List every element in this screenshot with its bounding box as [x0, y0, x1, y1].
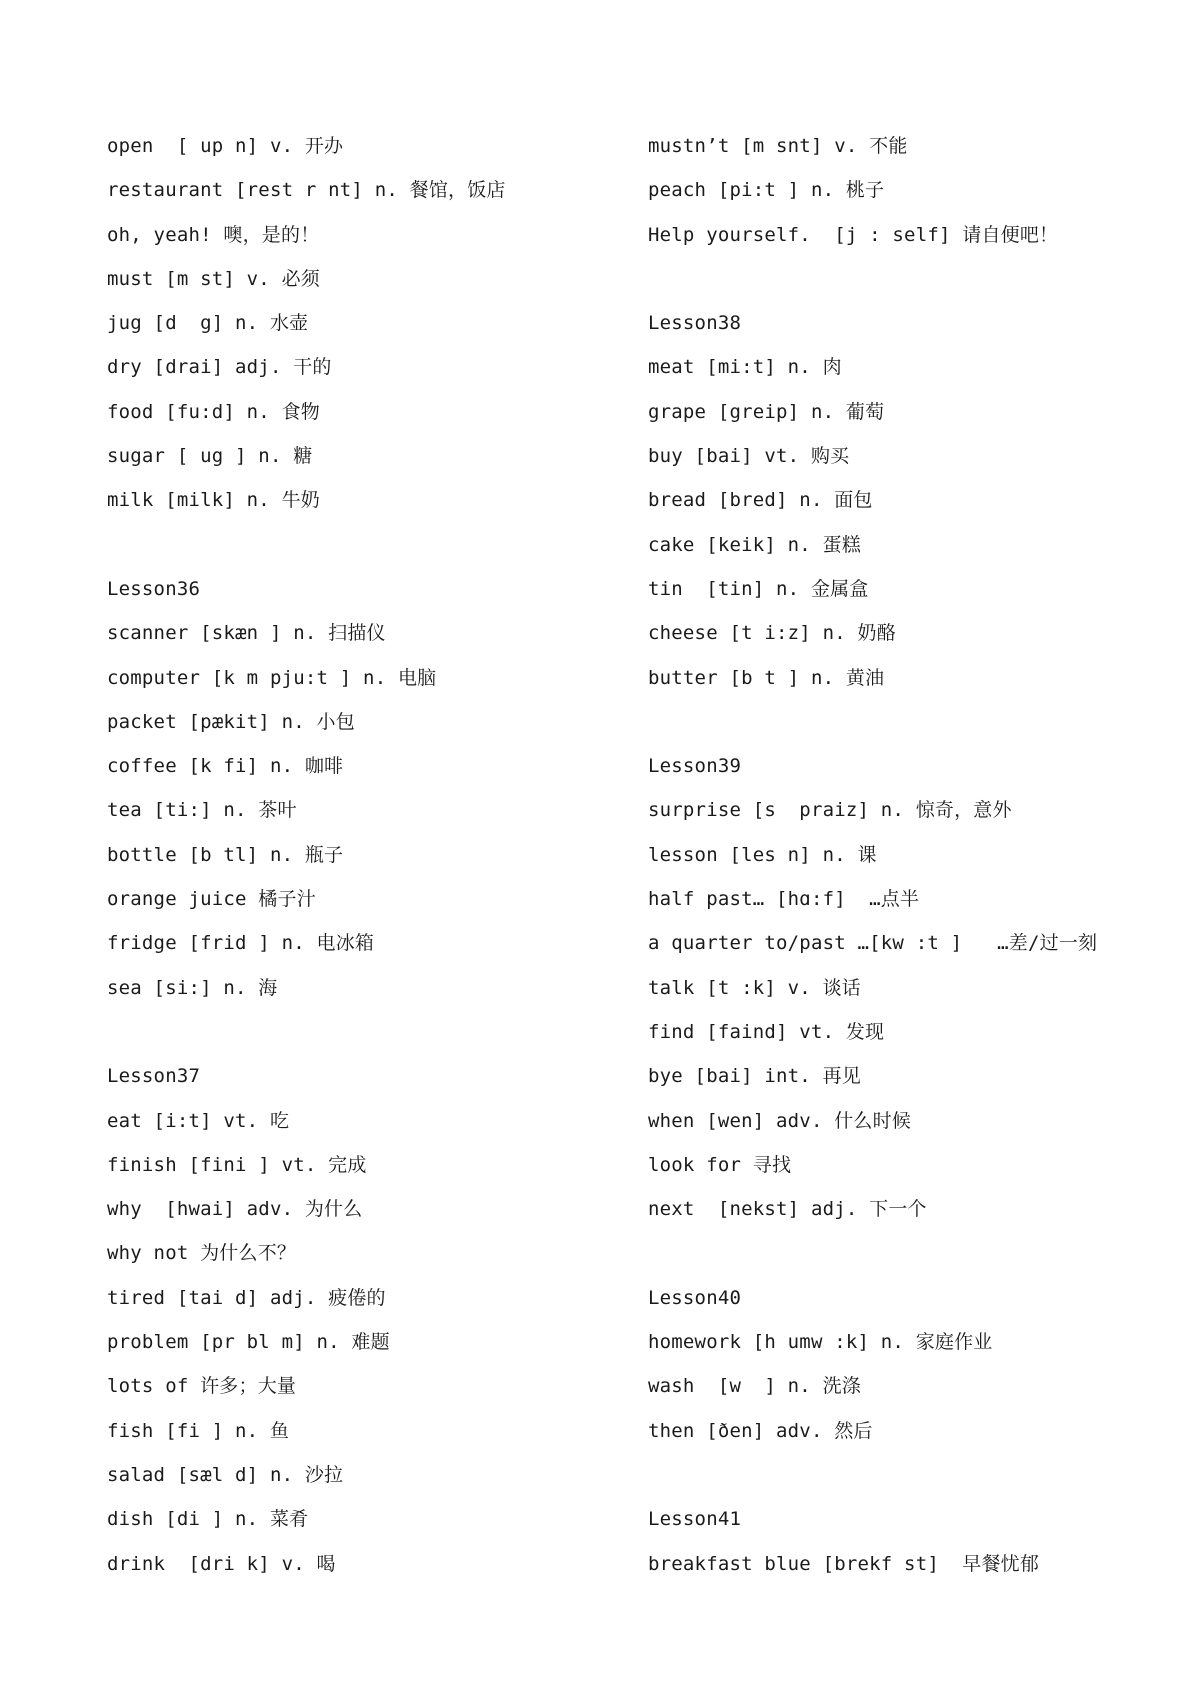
vocab-entry: grape [greip] n. 葡萄	[648, 400, 885, 423]
vocab-entry: food [fu:d] n. 食物	[107, 400, 320, 423]
vocab-entry: jug [d g] n. 水壶	[107, 312, 309, 335]
vocab-entry: milk [milk] n. 牛奶	[107, 489, 320, 512]
vocab-entry: restaurant [rest r nt] n. 餐馆，饭店	[107, 179, 506, 202]
vocab-entry: fish [fi ] n. 鱼	[107, 1419, 290, 1442]
vocab-entry: find [faind] vt. 发现	[648, 1020, 885, 1043]
vocab-entry: fridge [frid ] n. 电冰箱	[107, 932, 375, 955]
vocab-entry: breakfast blue [brekf st] 早餐忧郁	[648, 1552, 1040, 1575]
vocab-entry: mustn’t [m snt] v. 不能	[648, 135, 908, 157]
vocab-entry: salad [sæl d] n. 沙拉	[107, 1463, 344, 1486]
vocab-entry: must [m st] v. 必须	[107, 267, 320, 290]
vocab-entry: bye [bai] int. 再见	[648, 1065, 861, 1088]
vocab-entry: sugar [ ug ] n. 糖	[107, 445, 313, 468]
vocab-entry: peach [pi:t ] n. 桃子	[648, 179, 885, 202]
vocab-entry: butter [b t ] n. 黄油	[648, 666, 885, 689]
vocab-entry: bottle [b tl] n. 瓶子	[107, 843, 344, 866]
blank-line	[107, 1010, 607, 1054]
vocab-entry: dry [drai] adj. 干的	[107, 356, 332, 379]
vocab-entry: surprise [s praiz] n. 惊奇，意外	[648, 799, 1012, 822]
vocab-entry: dish [di ] n. 菜肴	[107, 1508, 309, 1531]
lesson-heading: Lesson40	[648, 1286, 742, 1309]
vocab-entry: tired [tai d] adj. 疲倦的	[107, 1286, 386, 1309]
vocab-entry: buy [bai] vt. 购买	[648, 445, 850, 468]
blank-line	[648, 700, 1108, 744]
vocab-entry: wash [w ] n. 洗涤	[648, 1375, 861, 1398]
vocab-entry: then [ðen] adv. 然后	[648, 1419, 873, 1442]
vocab-entry: lesson [les n] n. 课	[648, 843, 877, 866]
lesson-heading: Lesson37	[107, 1065, 201, 1088]
vocab-entry: homework [h umw :k] n. 家庭作业	[648, 1331, 993, 1354]
blank-line	[648, 257, 1108, 301]
left-vocabulary-column	[107, 124, 607, 1586]
vocab-entry: next [nekst] adj. 下一个	[648, 1198, 927, 1221]
vocab-entry: finish [fini ] vt. 完成	[107, 1153, 367, 1176]
vocab-entry: coffee [k fi] n. 咖啡	[107, 755, 344, 778]
vocab-entry: Help yourself. [j : self] 请自便吧！	[648, 223, 1059, 246]
vocab-entry: cheese [t i:z] n. 奶酪	[648, 622, 896, 645]
vocab-entry: bread [bred] n. 面包	[648, 489, 873, 512]
vocab-entry: oh, yeah! 噢，是的！	[107, 223, 320, 246]
vocab-entry: eat [i:t] vt. 吃	[107, 1109, 290, 1132]
vocab-entry: a quarter to/past …[kw :t ] …差/过一刻	[648, 932, 1098, 955]
vocab-entry: talk [t :k] v. 谈话	[648, 976, 861, 999]
vocab-entry: scanner [skæn ] n. 扫描仪	[107, 622, 386, 645]
vocab-entry: problem [pr bl m] n. 难题	[107, 1331, 390, 1354]
blank-line	[648, 1231, 1108, 1275]
vocab-entry: cake [keik] n. 蛋糕	[648, 533, 861, 556]
lesson-heading: Lesson36	[107, 577, 201, 600]
lesson-heading: Lesson39	[648, 755, 742, 778]
blank-line	[107, 523, 607, 567]
vocab-entry: why [hwai] adv. 为什么	[107, 1198, 363, 1221]
vocab-entry: meat [mi:t] n. 肉	[648, 356, 842, 379]
vocab-entry: tea [ti:] n. 茶叶	[107, 799, 297, 822]
vocab-entry: lots of 许多；大量	[107, 1375, 297, 1398]
blank-line	[648, 1453, 1108, 1497]
vocab-entry: open [ up n] v. 开办	[107, 135, 344, 157]
vocab-entry: sea [si:] n. 海	[107, 976, 278, 999]
vocab-entry: when [wen] adv. 什么时候	[648, 1109, 912, 1132]
vocab-entry: look for 寻找	[648, 1153, 792, 1176]
lesson-heading: Lesson38	[648, 312, 742, 335]
vocab-entry: tin [tin] n. 金属盒	[648, 577, 869, 600]
vocab-entry: drink [dri k] v. 喝	[107, 1552, 336, 1575]
vocab-entry: half past… [hɑ:f] …点半	[648, 888, 920, 911]
vocab-entry: packet [pækit] n. 小包	[107, 710, 355, 733]
vocab-entry: orange juice 橘子汁	[107, 888, 316, 911]
right-vocabulary-column	[648, 124, 1108, 1586]
lesson-heading: Lesson41	[648, 1508, 742, 1531]
vocab-entry: computer [k m pju:t ] n. 电脑	[107, 666, 437, 689]
vocab-entry: why not 为什么不？	[107, 1242, 297, 1265]
